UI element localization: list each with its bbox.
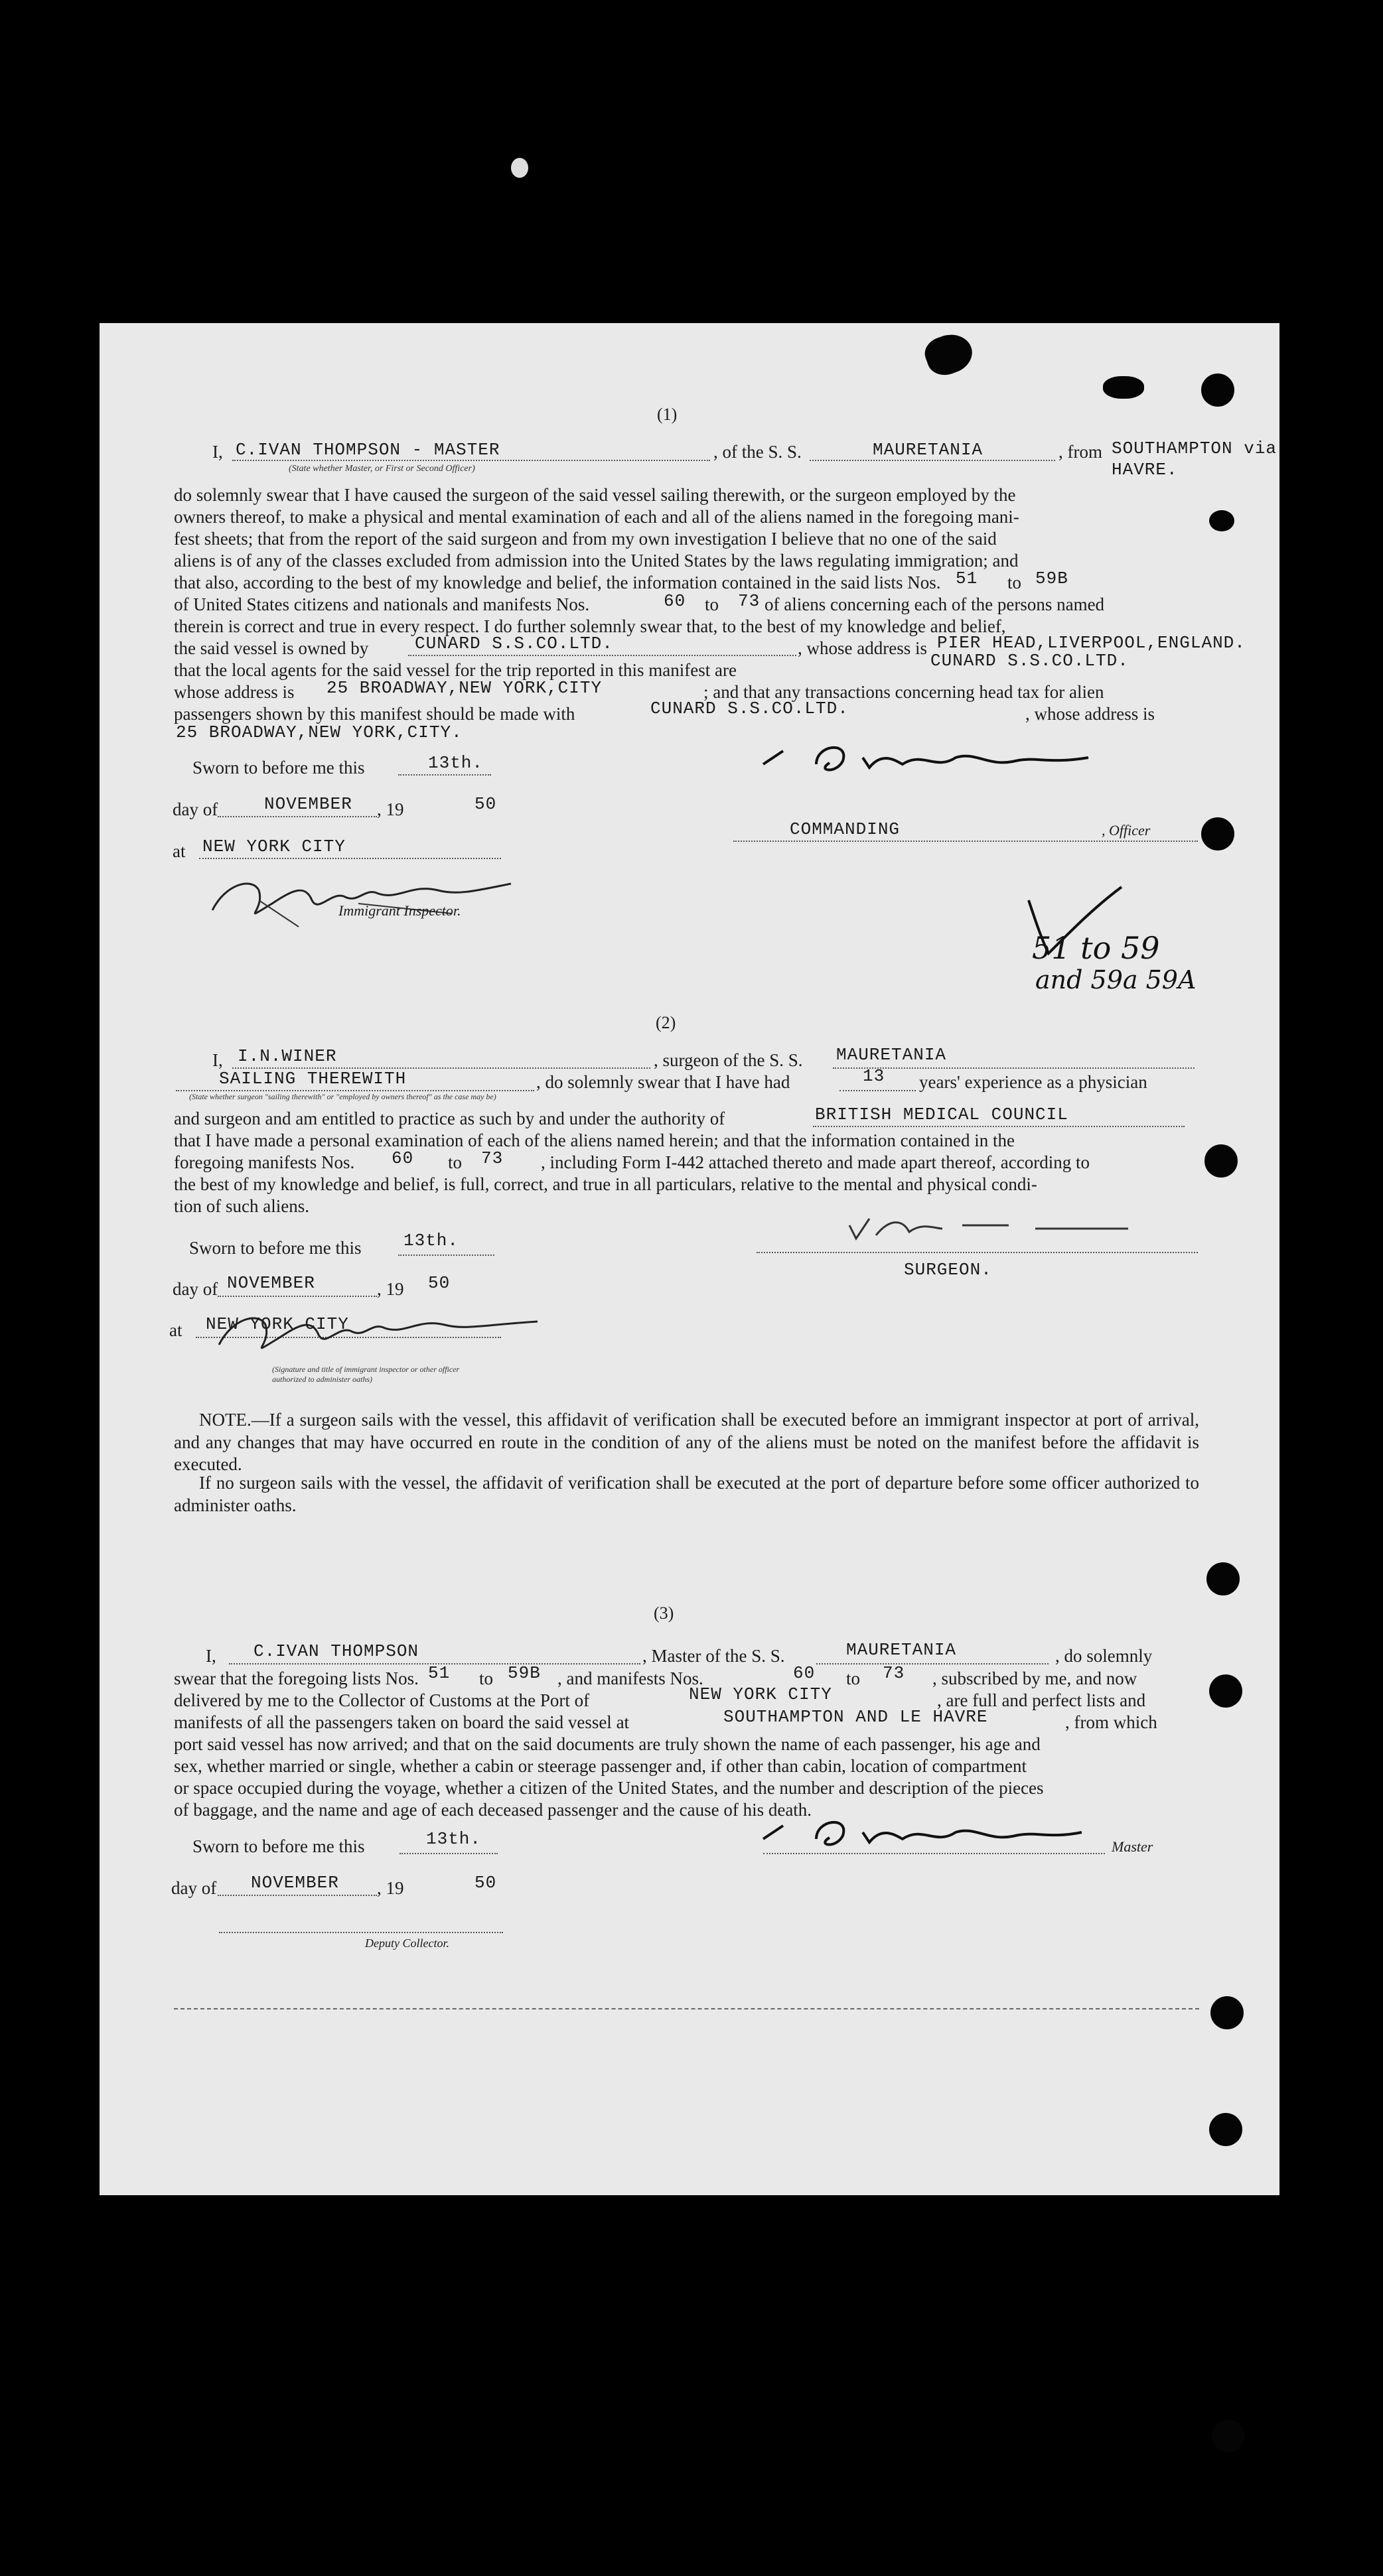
note-1: NOTE.—If a surgeon sails with the vessel, this affidavit of verification shall be executed before an immigrant inspector at port of arrival, and any changes that may have occurred en route in the condition of any of the aliens must be noted on the manifest before the affidavit is executed. bbox=[174, 1410, 1199, 1474]
punch-hole bbox=[1201, 817, 1234, 850]
text-line: of baggage, and the name and age of each deceased passenger and the cause of his death. bbox=[174, 1800, 812, 1820]
lists-from: 51 bbox=[956, 569, 978, 588]
manifest-from: 60 bbox=[664, 591, 686, 611]
month-line bbox=[218, 816, 377, 817]
text-line: do solemnly swear that I have caused the surgeon of the said vessel sailing therewith, or the surgeon employed by the bbox=[174, 485, 1016, 505]
role-value: COMMANDING bbox=[790, 819, 901, 839]
ink-blot bbox=[920, 328, 978, 380]
place-line bbox=[199, 858, 501, 859]
punch-hole bbox=[1201, 373, 1234, 407]
surgeon-name: I.N.WINER bbox=[238, 1046, 337, 1066]
text-line: , do solemnly swear that I have had bbox=[536, 1072, 790, 1092]
text-line: tion of such aliens. bbox=[174, 1196, 309, 1216]
sworn-label: Sworn to before me this bbox=[189, 1238, 362, 1258]
text-line: fest sheets; that from the report of the said surgeon and from my own investigation I believe that no one of the said bbox=[174, 529, 997, 549]
film-speck bbox=[511, 158, 528, 178]
inspector-label: Immigrant Inspector. bbox=[338, 902, 461, 919]
port-from: SOUTHAMPTON via bbox=[1112, 439, 1277, 458]
surgeon-sign-line bbox=[757, 1252, 1198, 1253]
day-label: day of bbox=[173, 1279, 218, 1299]
headtax-agent: CUNARD S.S.CO.LTD. bbox=[650, 699, 849, 718]
ink-blot bbox=[1103, 376, 1144, 399]
bottom-rule bbox=[174, 2008, 1199, 2009]
text-line: , and manifests Nos. bbox=[557, 1668, 703, 1688]
label-surgeon-of: , surgeon of the S. S. bbox=[654, 1050, 803, 1070]
captain-signature bbox=[737, 731, 1135, 784]
note-2: If no surgeon sails with the vessel, the affidavit of verification shall be executed at the port of departure before some officer authorized to administer oaths. bbox=[174, 1473, 1199, 1515]
text-line: , whose address is bbox=[1025, 704, 1155, 724]
text-line: delivered by me to the Collector of Customs at the Port of bbox=[174, 1690, 590, 1710]
text-line: passengers shown by this manifest should be made with bbox=[174, 704, 575, 724]
place-value: NEW YORK CITY bbox=[206, 1314, 349, 1334]
collector-line bbox=[219, 1932, 503, 1933]
master-sign-line bbox=[763, 1853, 1105, 1854]
agents-address: 25 BROADWAY,NEW YORK,CITY bbox=[327, 678, 603, 698]
sailing-value: SAILING THEREWITH bbox=[219, 1069, 407, 1089]
day-line bbox=[400, 1853, 498, 1854]
at-label: at bbox=[169, 1320, 182, 1340]
manifest-to: 73 bbox=[738, 591, 761, 611]
master-label: Master bbox=[1112, 1838, 1153, 1855]
master-signature bbox=[737, 1809, 1135, 1856]
port-from-2: HAVRE. bbox=[1112, 460, 1178, 480]
text-line: or space occupied during the voyage, whether a citizen of the United States, and the number and description of the pieces bbox=[174, 1778, 1044, 1798]
day-label: day of bbox=[171, 1878, 217, 1898]
text-line: of United States citizens and nationals and manifests Nos. bbox=[174, 594, 590, 614]
master-name: C.IVAN THOMPSON bbox=[254, 1641, 419, 1661]
text-line: , whose address is bbox=[798, 638, 927, 658]
text-line: sex, whether married or single, whether a cabin or steerage passenger and, if other than cabin, location of compartment bbox=[174, 1756, 1027, 1776]
text-line: therein is correct and true in every respect. I do further solemnly swear that, to the best of my knowledge and belief, bbox=[174, 616, 1006, 636]
section-number: (1) bbox=[657, 405, 678, 424]
punch-hole bbox=[1210, 1996, 1244, 2029]
hint: (State whether surgeon "sailing therewith" or "employed by owners thereof" as the case may be) bbox=[189, 1092, 496, 1101]
vessel-name: MAURETANIA bbox=[873, 440, 983, 460]
label-to: to bbox=[479, 1668, 494, 1688]
text-line: , from which bbox=[1065, 1712, 1157, 1732]
manifest-from: 60 bbox=[793, 1663, 816, 1683]
day-value: 13th. bbox=[426, 1829, 482, 1849]
day-value: 13th. bbox=[428, 753, 484, 773]
owner-line bbox=[408, 655, 796, 656]
label-master-of: , Master of the S. S. bbox=[642, 1646, 785, 1666]
day-line bbox=[398, 1254, 494, 1256]
hint: (State whether Master, or First or Second Officer) bbox=[289, 464, 475, 474]
lists-to: 59B bbox=[508, 1663, 541, 1683]
text-line: and surgeon and am entitled to practice as such by and under the authority of bbox=[174, 1109, 725, 1128]
text-line: manifests of all the passengers taken on board the said vessel at bbox=[174, 1712, 630, 1732]
text-line: , including Form I-442 attached thereto and made apart thereof, according to bbox=[541, 1152, 1090, 1172]
annotation-1: 51 to 59 bbox=[1032, 930, 1160, 966]
label-from: , from bbox=[1058, 442, 1102, 462]
master-name: C.IVAN THOMPSON - MASTER bbox=[236, 440, 500, 460]
sworn-label: Sworn to before me this bbox=[192, 1836, 365, 1856]
inspector-signature bbox=[199, 864, 544, 937]
section-number: (3) bbox=[654, 1603, 674, 1623]
vessel-line bbox=[816, 1663, 1049, 1664]
authority-value: BRITISH MEDICAL COUNCIL bbox=[815, 1105, 1068, 1124]
month-line bbox=[218, 1296, 377, 1297]
text-line: the said vessel is owned by bbox=[174, 638, 369, 658]
surgeon-role: SURGEON. bbox=[904, 1260, 992, 1280]
port-value: NEW YORK CITY bbox=[689, 1684, 832, 1704]
text-line: that I have made a personal examination of each of the aliens named herein; and that the information contained in the bbox=[174, 1130, 1015, 1150]
agents: CUNARD S.S.CO.LTD. bbox=[930, 651, 1129, 671]
text-line: port said vessel has now arrived; and that on the said documents are truly shown the name of each passenger, his age and bbox=[174, 1734, 1041, 1754]
headtax-address: 25 BROADWAY,NEW YORK,CITY. bbox=[176, 722, 463, 742]
text-line: aliens is of any of the classes excluded from admission into the United States by the laws regulating immigration; and bbox=[174, 551, 1019, 571]
punch-hole bbox=[1204, 1144, 1238, 1178]
sworn-label: Sworn to before me this bbox=[192, 758, 365, 778]
label-to: to bbox=[1007, 573, 1022, 592]
text-line: the best of my knowledge and belief, is full, correct, and true in all particulars, relative to the mental and physical condi- bbox=[174, 1174, 1037, 1194]
at-label: at bbox=[173, 841, 186, 861]
label-to: to bbox=[448, 1152, 463, 1172]
inspector-signature bbox=[206, 1298, 551, 1365]
label-of-ss: , of the S. S. bbox=[713, 442, 802, 462]
ports-value: SOUTHAMPTON AND LE HAVRE bbox=[723, 1707, 988, 1727]
annotation-2: and 59a 59A bbox=[1035, 965, 1197, 994]
text-line: that also, according to the best of my knowledge and belief, the information contained in the said lists Nos. bbox=[174, 573, 941, 592]
year-value: 50 bbox=[474, 1873, 497, 1893]
text-line: of aliens concerning each of the persons named bbox=[764, 594, 1105, 614]
text-line: years' experience as a physician bbox=[919, 1072, 1147, 1092]
punch-hole bbox=[1209, 2113, 1242, 2146]
place-value: NEW YORK CITY bbox=[202, 837, 346, 856]
collector-label: Deputy Collector. bbox=[365, 1936, 449, 1950]
authority-line bbox=[813, 1126, 1185, 1127]
manifest-to: 73 bbox=[883, 1663, 905, 1683]
vessel-line bbox=[810, 460, 1055, 461]
owner: CUNARD S.S.CO.LTD. bbox=[415, 634, 613, 653]
year-prefix: , 19 bbox=[377, 1878, 404, 1898]
officer-line bbox=[733, 841, 1198, 842]
label-i: I, bbox=[212, 442, 223, 462]
sailing-line bbox=[176, 1090, 534, 1091]
label-i: I, bbox=[212, 1050, 223, 1070]
lists-to: 59B bbox=[1035, 569, 1068, 588]
month-value: NOVEMBER bbox=[264, 794, 352, 814]
manifest-to: 73 bbox=[481, 1148, 504, 1168]
year-value: 50 bbox=[428, 1273, 451, 1293]
vessel-name: MAURETANIA bbox=[846, 1640, 957, 1660]
label-i: I, bbox=[206, 1646, 216, 1666]
surgeon-signature bbox=[836, 1199, 1141, 1252]
punch-hole bbox=[1206, 1562, 1240, 1595]
year-prefix: , 19 bbox=[377, 799, 404, 819]
officer-label: , Officer bbox=[1102, 822, 1151, 839]
month-value: NOVEMBER bbox=[251, 1873, 339, 1893]
manifest-from: 60 bbox=[392, 1148, 414, 1168]
signature-hint: (Signature and title of immigrant inspector or other officer authorized to administer oaths) bbox=[272, 1365, 460, 1384]
punch-hole bbox=[1212, 2419, 1245, 2453]
label-to: to bbox=[705, 594, 719, 614]
years-line bbox=[839, 1090, 916, 1091]
name-line bbox=[232, 460, 710, 461]
text-line: owners thereof, to make a physical and mental examination of each and all of the aliens named in the foregoing mani- bbox=[174, 507, 1019, 527]
owner-address: PIER HEAD,LIVERPOOL,ENGLAND. bbox=[937, 633, 1246, 653]
vessel-line bbox=[833, 1067, 1195, 1069]
month-value: NOVEMBER bbox=[227, 1273, 315, 1293]
year-value: 50 bbox=[474, 794, 497, 814]
ink-blot bbox=[1209, 510, 1234, 531]
year-prefix: , 19 bbox=[377, 1279, 404, 1299]
text-line: whose address is bbox=[174, 682, 295, 702]
years-value: 13 bbox=[863, 1066, 885, 1086]
day-value: 13th. bbox=[403, 1231, 459, 1251]
text-line: that the local agents for the said vessel for the trip reported in this manifest are bbox=[174, 660, 737, 680]
text-line: , do solemnly bbox=[1055, 1646, 1153, 1666]
day-label: day of bbox=[173, 799, 218, 819]
lists-from: 51 bbox=[428, 1663, 451, 1683]
day-line bbox=[398, 774, 491, 776]
text-line: , subscribed by me, and now bbox=[932, 1668, 1137, 1688]
text-line: ; and that any transactions concerning head tax for alien bbox=[703, 682, 1104, 702]
label-to: to bbox=[846, 1668, 861, 1688]
vessel-name: MAURETANIA bbox=[836, 1045, 947, 1065]
punch-hole bbox=[1209, 1674, 1242, 1708]
month-line bbox=[218, 1895, 377, 1896]
section-number: (2) bbox=[656, 1013, 676, 1032]
text-line: , are full and perfect lists and bbox=[937, 1690, 1146, 1710]
manifest-page bbox=[100, 323, 1279, 2195]
text-line: swear that the foregoing lists Nos. bbox=[174, 1668, 419, 1688]
text-line: foregoing manifests Nos. bbox=[174, 1152, 355, 1172]
